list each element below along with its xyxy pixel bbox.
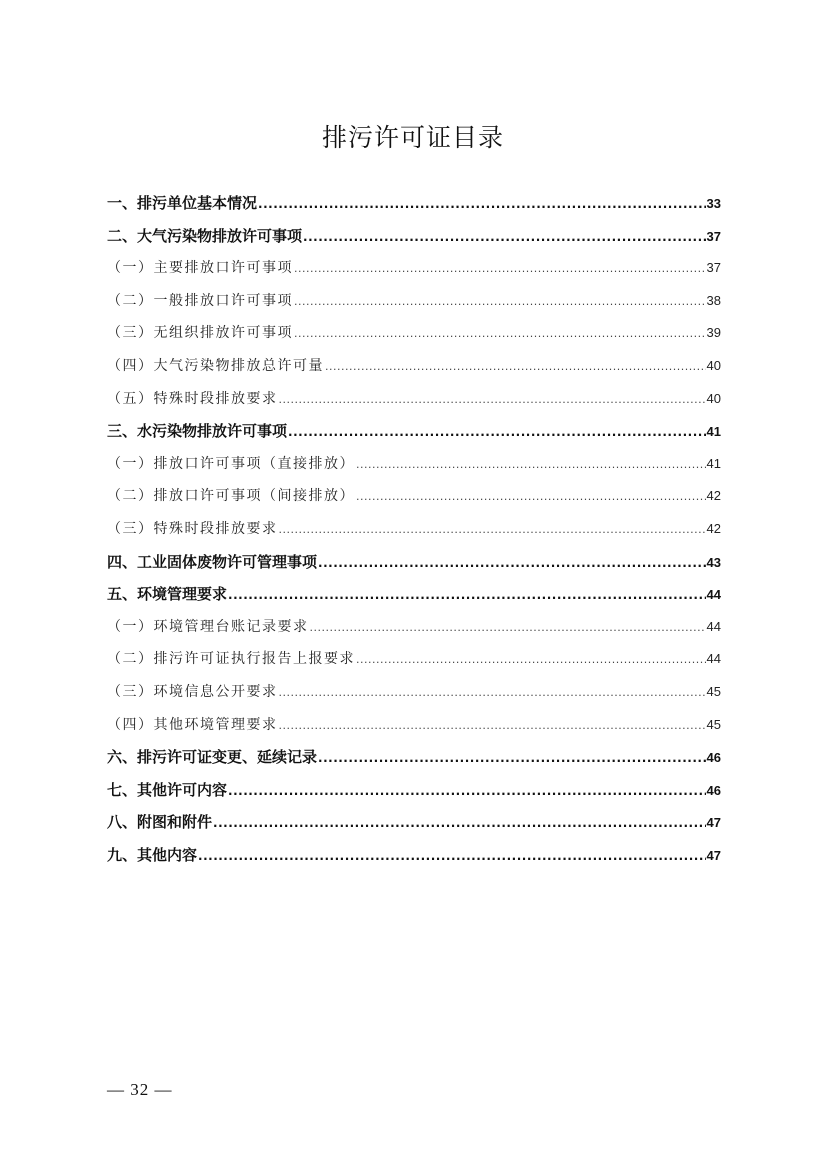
toc-dot-leader <box>294 318 706 351</box>
toc-dot-leader <box>279 384 706 417</box>
toc-dot-leader <box>356 644 706 677</box>
toc-entry[interactable] <box>107 220 721 253</box>
toc-entry-label: （一）环境管理台账记录要求 <box>107 618 309 635</box>
toc-entry-page: 37 <box>706 260 721 276</box>
toc-entry[interactable] <box>107 839 721 872</box>
toc-entry-page: 45 <box>706 716 721 732</box>
toc-entry-label: （三）环境信息公开要求 <box>107 683 278 700</box>
toc-entry-label: （二）排污许可证执行报告上报要求 <box>107 651 355 668</box>
toc-subentry[interactable] <box>107 448 721 481</box>
toc-entry[interactable] <box>107 806 721 839</box>
toc-entry-label: （一）排放口许可事项（直接排放） <box>107 455 355 472</box>
toc-dot-leader <box>258 188 706 221</box>
toc-entry-page: 44 <box>706 618 721 634</box>
toc-entry-page: 41 <box>706 424 721 440</box>
toc-subentry[interactable] <box>107 611 721 644</box>
toc-subentry[interactable] <box>107 480 721 513</box>
toc-dot-leader <box>303 221 706 254</box>
toc-entry-label: （四）其他环境管理要求 <box>107 716 278 733</box>
toc-entry[interactable] <box>107 546 721 579</box>
toc-dot-leader <box>279 710 706 743</box>
toc-entry-page: 46 <box>706 750 721 766</box>
toc-entry-label: （二）一般排放口许可事项 <box>107 292 293 309</box>
toc-entry-page: 46 <box>706 782 721 798</box>
toc-entry[interactable] <box>107 187 721 220</box>
toc-dot-leader <box>294 253 706 286</box>
document-title: 排污许可证目录 <box>321 123 504 152</box>
toc-entry-label: 五、环境管理要求 <box>107 585 228 604</box>
toc-entry-label: 九、其他内容 <box>107 845 198 864</box>
toc-entry-page: 47 <box>706 815 721 831</box>
toc-dot-leader <box>198 840 706 873</box>
toc-entry-label: （四）大气污染物排放总许可量 <box>107 357 324 374</box>
toc-dot-leader <box>279 514 706 547</box>
toc-entry-page: 33 <box>706 196 721 211</box>
toc-entry[interactable] <box>107 741 721 774</box>
toc-subentry[interactable] <box>107 513 721 546</box>
toc-dot-leader <box>228 579 706 612</box>
toc-entry-label: （五）特殊时段排放要求 <box>107 390 278 407</box>
toc-subentry[interactable] <box>107 643 721 676</box>
toc-entry-page: 38 <box>706 292 721 308</box>
toc-entry-page: 41 <box>706 455 721 471</box>
toc-entry[interactable] <box>107 774 721 807</box>
toc-entry-page: 40 <box>706 357 721 373</box>
toc-subentry[interactable] <box>107 252 721 285</box>
toc-dot-leader <box>228 775 706 808</box>
toc-subentry[interactable] <box>107 285 721 318</box>
toc-entry-label: 三、水污染物排放许可事项 <box>107 422 288 441</box>
toc-entry-label: 七、其他许可内容 <box>107 780 228 799</box>
toc-entry-page: 37 <box>706 228 721 244</box>
toc-entry-page: 40 <box>706 390 721 406</box>
toc-dot-leader <box>318 742 706 775</box>
toc-entry-page: 42 <box>706 488 721 504</box>
toc-entry-page: 42 <box>706 520 721 536</box>
toc-subentry[interactable] <box>107 317 721 350</box>
toc-dot-leader <box>288 416 706 449</box>
toc-entry-label: 八、附图和附件 <box>107 813 213 832</box>
toc-entry[interactable] <box>107 415 721 448</box>
toc-dot-leader <box>356 481 706 514</box>
table-of-contents <box>107 187 721 871</box>
toc-dot-leader <box>213 807 706 840</box>
toc-entry-label: 六、排污许可证变更、延续记录 <box>107 748 318 767</box>
toc-entry-label: 二、大气污染物排放许可事项 <box>107 226 303 245</box>
toc-entry-label: （二）排放口许可事项（间接排放） <box>107 488 355 505</box>
toc-subentry[interactable] <box>107 709 721 742</box>
toc-entry-label: 四、工业固体废物许可管理事项 <box>107 552 318 571</box>
toc-dot-leader <box>356 449 706 482</box>
toc-dot-leader <box>325 351 706 384</box>
toc-entry-page: 44 <box>706 587 721 603</box>
toc-entry-label: （三）特殊时段排放要求 <box>107 520 278 537</box>
toc-entry-page: 39 <box>706 325 721 341</box>
toc-entry-page: 44 <box>706 651 721 667</box>
toc-dot-leader <box>279 677 706 710</box>
toc-dot-leader <box>310 612 706 645</box>
toc-entry-label: 一、排污单位基本情况 <box>107 194 258 212</box>
toc-dot-leader <box>318 547 706 580</box>
toc-entry-label: （三）无组织排放许可事项 <box>107 325 293 342</box>
toc-subentry[interactable] <box>107 676 721 709</box>
toc-entry-page: 43 <box>706 554 721 570</box>
toc-entry-page: 45 <box>706 683 721 699</box>
toc-entry-label: （一）主要排放口许可事项 <box>107 260 293 277</box>
toc-subentry[interactable] <box>107 350 721 383</box>
toc-subentry[interactable] <box>107 383 721 416</box>
toc-dot-leader <box>294 286 706 319</box>
toc-entry[interactable] <box>107 578 721 611</box>
page-number-footer: — 32 — <box>107 1080 173 1099</box>
toc-entry-page: 47 <box>706 847 721 863</box>
